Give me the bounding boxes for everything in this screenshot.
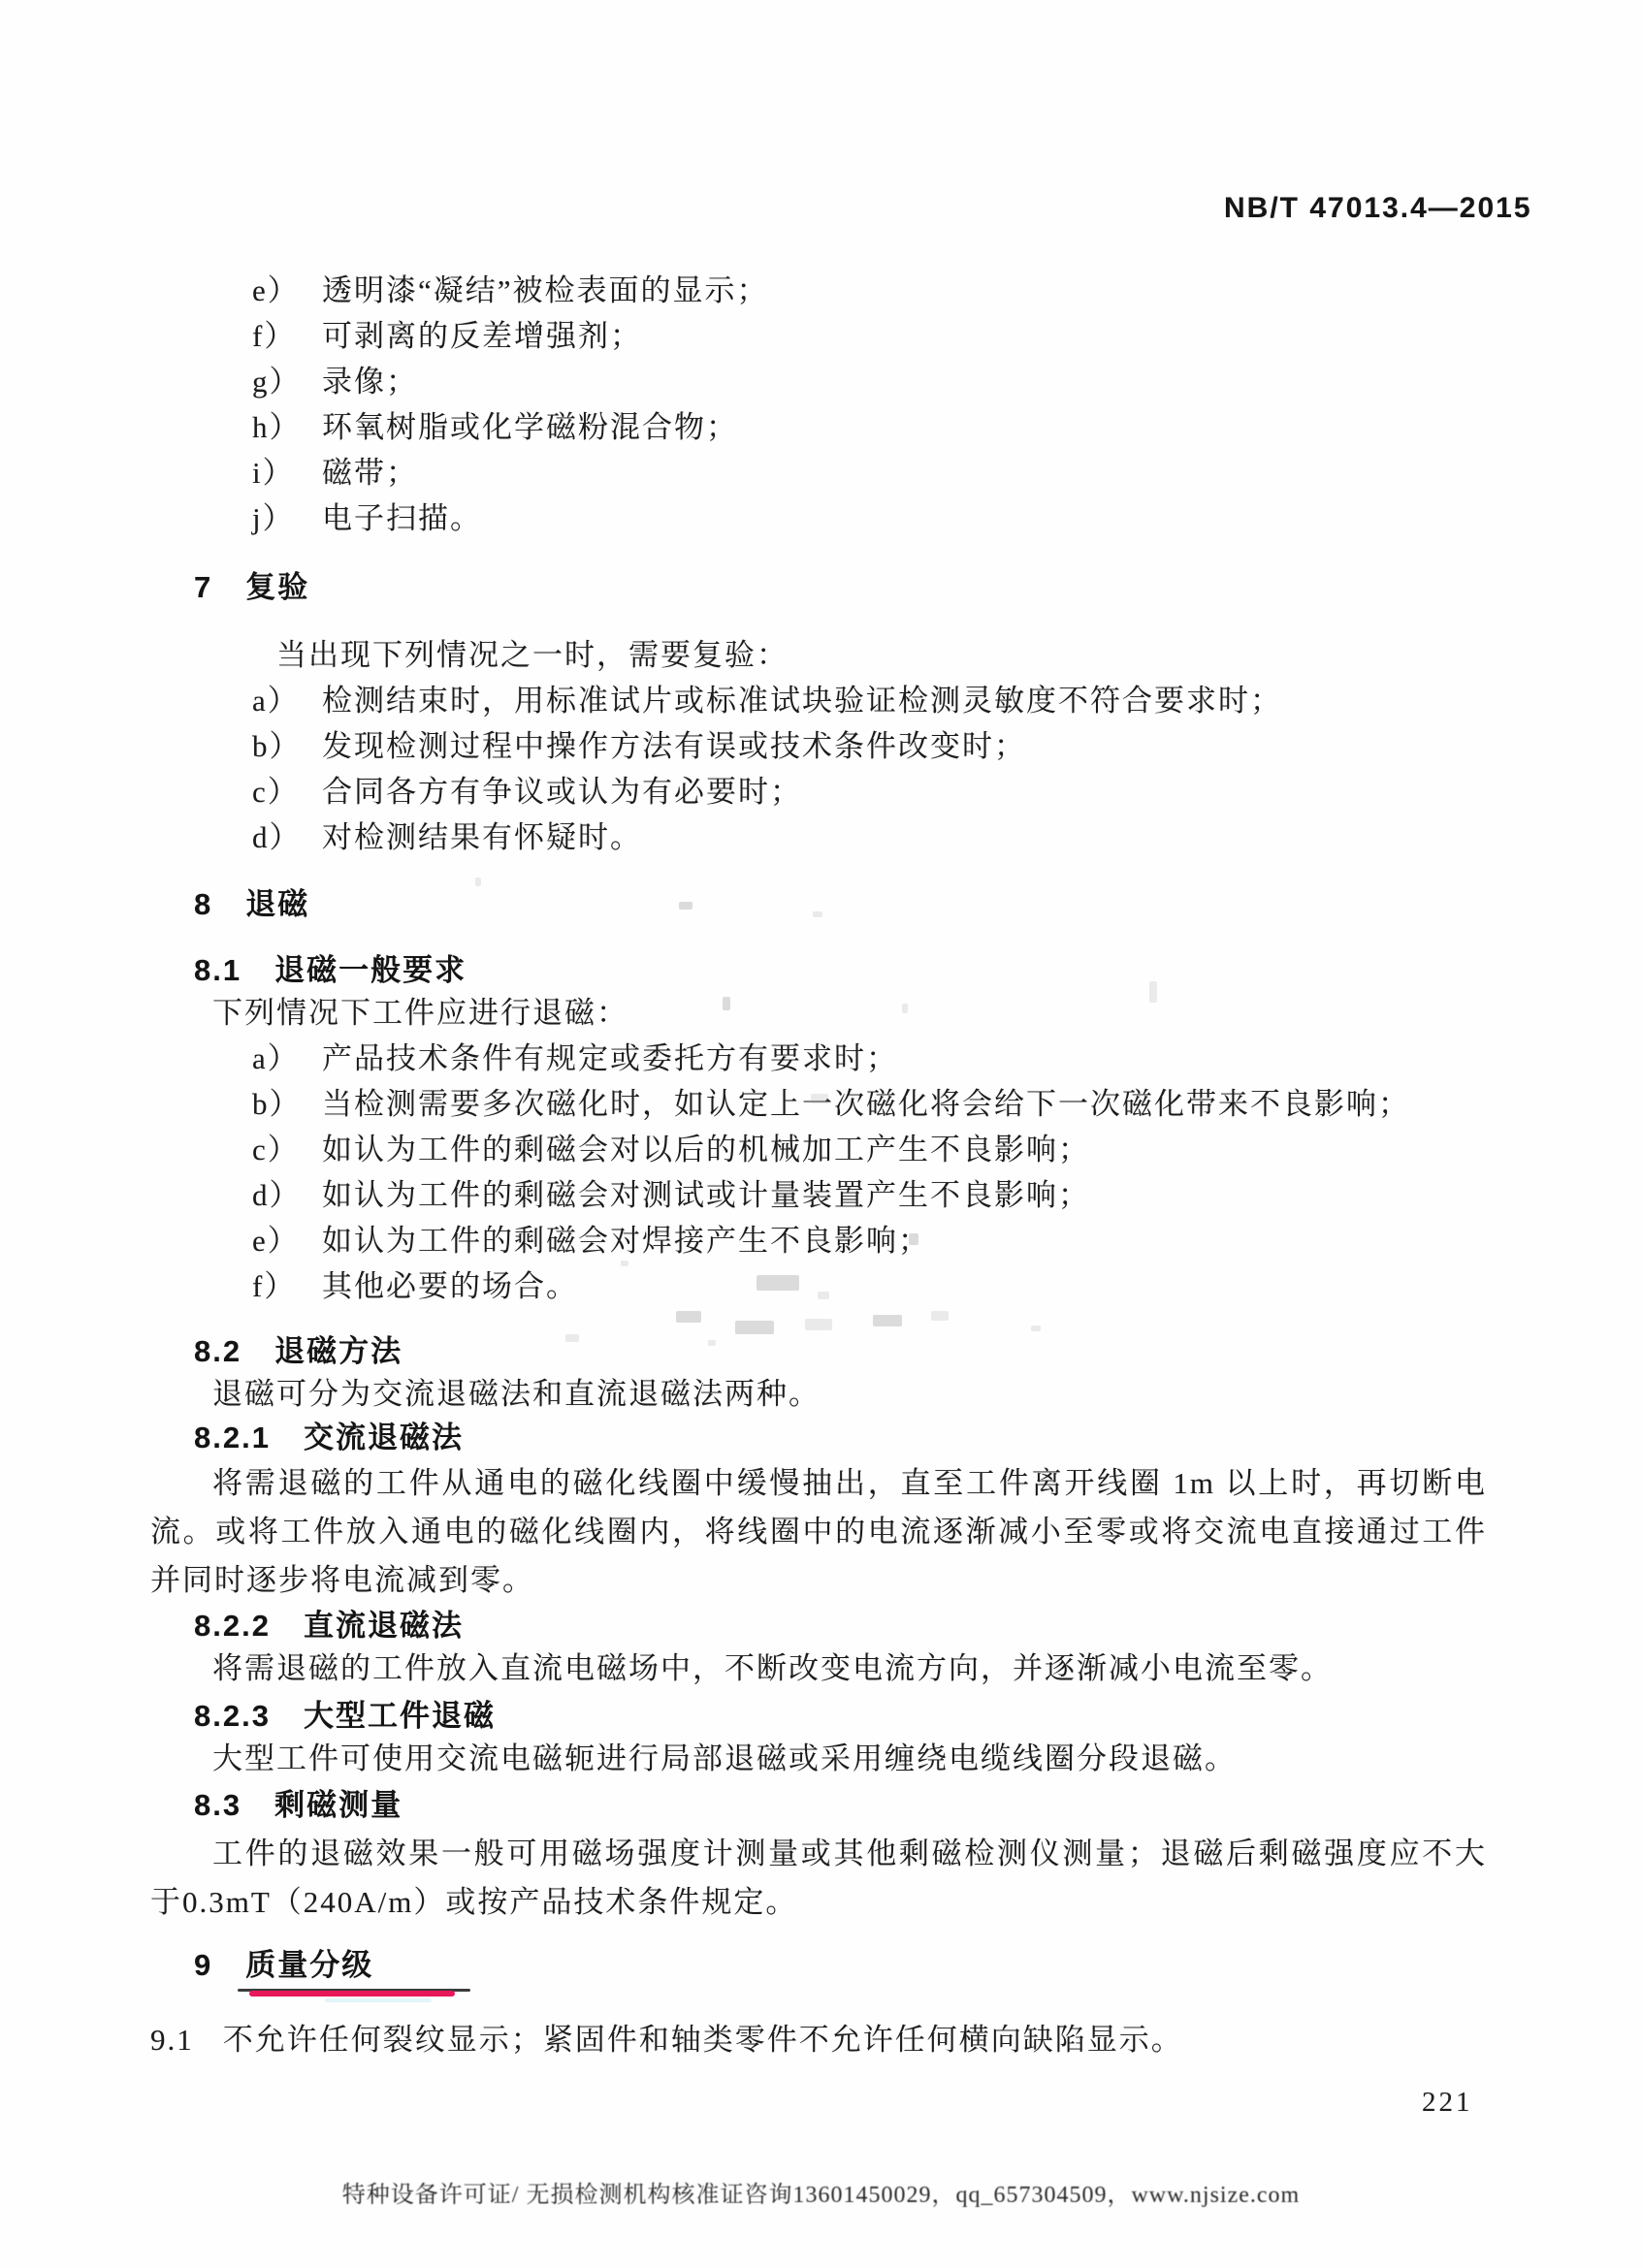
section-number: 8.2.1 <box>194 1421 271 1454</box>
list-item-text: 如认为工件的剩磁会对测试或计量装置产生不良影响； <box>322 1178 1090 1212</box>
scan-noise <box>813 911 822 917</box>
section-9-heading <box>194 1946 1487 1985</box>
section-9-1-paragraph <box>150 2017 1487 2062</box>
list-marker: h） <box>252 410 302 444</box>
section-title: 退磁一般要求 <box>274 953 467 987</box>
section-title: 剩磁测量 <box>274 1788 403 1822</box>
page-number: 221 <box>1422 2087 1473 2118</box>
clause-number: 9.1 <box>150 2023 194 2057</box>
scan-noise <box>723 997 730 1010</box>
list-item <box>150 815 1487 860</box>
list-marker: f） <box>252 319 297 353</box>
section-8-2-heading <box>194 1332 1487 1371</box>
list-item-text: 电子扫描。 <box>322 501 482 535</box>
list-item-text: 当检测需要多次磁化时，如认定上一次磁化将会给下一次磁化带来不良影响； <box>322 1087 1410 1121</box>
evaluation-records-list <box>150 268 1487 541</box>
list-item <box>150 359 1487 404</box>
section-8-1-heading <box>194 951 1487 990</box>
section-number: 8.3 <box>194 1788 242 1822</box>
list-marker: i） <box>252 456 295 490</box>
document-body <box>150 268 1487 2062</box>
list-item-text: 合同各方有争议或认为有必要时； <box>322 775 802 809</box>
list-item <box>150 1081 1487 1127</box>
section-8-2-3-heading <box>194 1697 1487 1736</box>
list-marker: e） <box>252 273 300 307</box>
list-marker: a） <box>252 684 300 718</box>
list-item <box>150 1172 1487 1218</box>
list-marker: d） <box>252 1178 302 1212</box>
section-8-2-3-body: 大型工件可使用交流电磁轭进行局部退磁或采用缠绕电缆线圈分段退磁。 <box>212 1741 1237 1775</box>
list-item-text: 如认为工件的剩磁会对以后的机械加工产生不良影响； <box>322 1133 1090 1166</box>
section-title: 直流退磁法 <box>303 1609 464 1643</box>
section-8-1-list <box>150 1036 1487 1309</box>
scan-noise <box>708 1340 716 1346</box>
document-number-header: NB/T 47013.4—2015 <box>1224 192 1532 224</box>
list-marker: c） <box>252 1133 300 1166</box>
list-item <box>150 1127 1487 1172</box>
list-item <box>150 313 1487 359</box>
section-8-2-1-body: 将需退磁的工件从通电的磁化线圈中缓慢抽出，直至工件离开线圈 1m 以上时，再切断电流。或将工件放入通电的磁化线圈内，将线圈中的电流逐渐减小至零或将交流电直接通过工件并同时逐步将电流减到零。 <box>150 1466 1487 1597</box>
section-number: 8.2.2 <box>194 1609 271 1643</box>
scan-noise <box>475 878 481 886</box>
footer-watermark-text: 特种设备许可证/ 无损检测机构核准证咨询13601450029，qq_657304509，www.njsize.com <box>341 2183 1301 2208</box>
underline-red-stroke <box>249 1991 455 1996</box>
underline-cyan-stroke <box>325 1998 432 2002</box>
section-title: 复验 <box>245 570 310 604</box>
scan-noise <box>811 1094 828 1103</box>
list-item <box>150 404 1487 450</box>
list-item <box>150 1036 1487 1081</box>
section-8-2-2-body: 将需退磁的工件放入直流电磁场中，不断改变电流方向，并逐渐减小电流至零。 <box>212 1651 1333 1685</box>
section-8-2-2-heading <box>194 1607 1487 1645</box>
section-8-3-body: 工件的退磁效果一般可用磁场强度计测量或其他剩磁检测仪测量；退磁后剩磁强度应不大于0.3mT（240A/m）或按产品技术条件规定。 <box>150 1837 1487 1919</box>
list-marker: b） <box>252 1087 302 1121</box>
clause-text: 不允许任何裂纹显示；紧固件和轴类零件不允许任何横向缺陷显示。 <box>222 2023 1183 2057</box>
list-marker: d） <box>252 820 302 854</box>
scan-noise <box>1149 981 1157 1003</box>
red-underline-annotation <box>238 1989 470 2002</box>
list-item <box>150 1218 1487 1263</box>
scan-noise <box>757 1275 799 1291</box>
section-8-1-intro: 下列情况下工件应进行退磁： <box>212 996 628 1030</box>
scan-noise <box>621 1261 628 1266</box>
scan-noise <box>931 1311 949 1321</box>
list-marker: b） <box>252 729 302 763</box>
section-7-heading <box>194 568 1487 607</box>
list-item-text: 产品技术条件有规定或委托方有要求时； <box>322 1041 898 1075</box>
list-item <box>150 495 1487 541</box>
section-title: 大型工件退磁 <box>303 1699 496 1733</box>
scan-noise <box>805 1319 832 1330</box>
section-number: 9 <box>194 1948 213 1982</box>
list-item-text: 检测结束时，用标准试片或标准试块验证检测灵敏度不符合要求时； <box>322 684 1282 718</box>
list-item-text: 环氧树脂或化学磁粉混合物； <box>322 410 738 444</box>
scan-noise <box>676 1311 701 1323</box>
scan-noise <box>902 1004 908 1013</box>
list-item-text: 如认为工件的剩磁会对焊接产生不良影响； <box>322 1224 930 1258</box>
list-item-text: 录像； <box>322 365 418 399</box>
list-marker: c） <box>252 775 300 809</box>
list-item-text: 对检测结果有怀疑时。 <box>322 820 642 854</box>
section-number: 8.1 <box>194 953 242 987</box>
list-item-text: 透明漆“凝结”被检表面的显示； <box>322 273 769 307</box>
section-title: 交流退磁法 <box>303 1421 464 1454</box>
list-item <box>150 1263 1487 1309</box>
section-number: 8.2.3 <box>194 1699 271 1733</box>
list-item <box>150 678 1487 723</box>
list-item <box>150 450 1487 495</box>
list-item-text: 可剥离的反差增强剂； <box>322 319 642 353</box>
section-title: 退磁 <box>245 887 310 921</box>
list-item <box>150 723 1487 769</box>
list-item-text: 磁带； <box>322 456 418 490</box>
section-title: 质量分级 <box>245 1948 374 1982</box>
list-marker: g） <box>252 365 302 399</box>
list-item <box>150 268 1487 313</box>
section-8-2-intro: 退磁可分为交流退磁法和直流退磁法两种。 <box>212 1377 821 1411</box>
section-8-3-heading <box>194 1786 1487 1825</box>
list-marker: j） <box>252 501 295 535</box>
list-item-text: 发现检测过程中操作方法有误或技术条件改变时； <box>322 729 1026 763</box>
list-marker: a） <box>252 1041 300 1075</box>
list-item-text: 其他必要的场合。 <box>322 1269 578 1303</box>
scan-noise <box>735 1321 774 1334</box>
section-number: 8.2 <box>194 1334 242 1368</box>
scan-noise <box>818 1292 829 1299</box>
scan-noise <box>1031 1326 1041 1331</box>
section-8-heading <box>194 885 1487 924</box>
list-marker: e） <box>252 1224 300 1258</box>
section-title: 退磁方法 <box>274 1334 403 1368</box>
scan-noise <box>679 902 692 910</box>
scan-noise <box>909 1233 918 1245</box>
scan-noise <box>873 1315 902 1326</box>
section-8-2-1-heading <box>194 1419 1487 1457</box>
list-marker: f） <box>252 1269 297 1303</box>
scan-noise <box>565 1334 579 1342</box>
section-number: 7 <box>194 570 213 604</box>
list-item <box>150 769 1487 815</box>
section-number: 8 <box>194 887 213 921</box>
section-7-list <box>150 678 1487 860</box>
section-7-intro: 当出现下列情况之一时，需要复验： <box>276 638 789 672</box>
